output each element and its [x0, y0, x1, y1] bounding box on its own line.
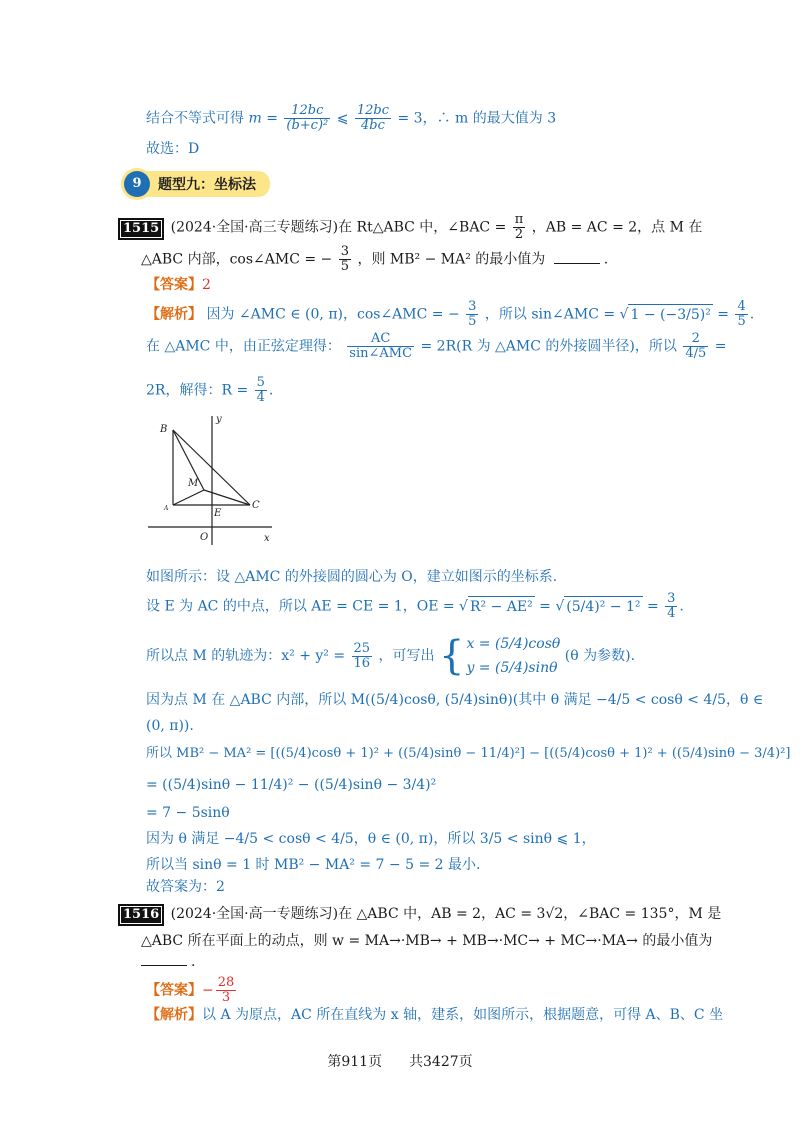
fraction: $\frac{25}{16}$: [353, 640, 371, 671]
section-badge: 9: [124, 171, 150, 197]
analysis-line-11: = 7 − 5sinθ: [146, 805, 230, 821]
answer-blank: [141, 953, 187, 966]
analysis-line-14: 故答案为：2: [146, 879, 225, 895]
label-b: B: [160, 424, 168, 435]
analysis-line-5: 设 E 为 AC 的中点，所以 AE = CE = 1，OE = √ R² − AE² = √ (5/4)² − 1² = $\frac{3}{4}$ .: [146, 591, 684, 621]
coordinate-figure: [140, 410, 290, 550]
page-number: 第911页: [327, 1054, 383, 1070]
fraction: $\frac{2}{4/5}$: [685, 331, 707, 361]
question-number: 1516: [118, 904, 164, 926]
analysis-line-13: 所以当 sinθ = 1 时 MB² − MA² = 7 − 5 = 2 最小.: [146, 857, 481, 873]
fraction: $\frac{AC}{\text{sin∠AMC}}$: [349, 331, 413, 361]
analysis-line-4: 如图所示：设 △AMC 的外接圆的圆心为 O，建立如图示的坐标系.: [146, 569, 558, 585]
analysis-line-6: 所以点 M 的轨迹为：x² + y² = $\frac{25}{16}$ ，可写出 { x = (5/4)cosθ y = (5/4)sinθ (θ 为参数).: [146, 633, 636, 679]
segment-am: [173, 490, 204, 505]
label-o: O: [200, 532, 209, 543]
fraction: $\frac{3}{5}$: [468, 299, 477, 329]
q1515-line-2: △ABC 内部，cos∠AMC = − $\frac{3}{5}$ ，则 MB² − MA² 的最小值为 .: [141, 244, 609, 274]
top-line-1: 结合不等式可得 m = $\frac{12bc}{\text{(b+c)²}}$ ⩽ $\frac{12bc}{4bc}$ = 3，∴ m 的最大值为 3: [146, 103, 557, 133]
label-m: M: [188, 478, 199, 489]
q1515-line-1: 1515 (2024·全国·高三专题练习)在 Rt△ABC 中，∠BAC = $\frac{\pi}{2}$ ，AB = AC = 2，点 M 在: [118, 213, 702, 242]
label-c: C: [252, 500, 260, 511]
analysis-line-8: (0, π)).: [146, 718, 194, 734]
q1516-line-2: △ABC 所在平面上的动点，则 w = MA→·MB→ + MB→·MC→ + MC→·MA→ 的最小值为: [141, 933, 713, 949]
left-brace: {: [438, 633, 465, 679]
analysis-line-1: 【解析】 因为 ∠AMC ∈ (0, π)，cos∠AMC = − $\frac{3}{5}$ ，所以 sin∠AMC = √ 1 − (−3/5)² = $\frac{4}{5}$ .: [146, 299, 755, 329]
analysis-line-10: = ((5/4)sinθ − 11/4)² − ((5/4)sinθ − 3/4)²: [146, 777, 437, 793]
page-total: 共3427页: [409, 1054, 473, 1070]
fraction: $\frac{12bc}{\text{(b+c)²}}$: [286, 103, 329, 133]
label-a: A: [164, 505, 169, 512]
top-line-2: 故选：D: [146, 141, 200, 157]
q1515-answer: 【答案】2: [146, 277, 211, 293]
label-y: y: [216, 414, 222, 425]
question-number: 1515: [118, 218, 164, 240]
section-banner: [124, 170, 270, 198]
q1516-analysis: 【解析】以 A 为原点，AC 所在直线为 x 轴，建系，如图所示，根据题意，可得 A、B、C 坐: [146, 1007, 724, 1023]
section-title: 题型九：坐标法: [140, 171, 270, 197]
fraction: $\frac{3}{5}$: [340, 244, 350, 274]
q1516-answer: 【答案】− $\frac{28}{3}$: [146, 975, 235, 1005]
fraction: $\frac{5}{4}$: [256, 375, 265, 405]
analysis-line-3: 2R，解得：R = $\frac{5}{4}$ .: [146, 375, 274, 405]
fraction: $\frac{3}{4}$: [667, 591, 676, 621]
page-footer: [0, 1052, 800, 1072]
analysis-line-12: 因为 θ 满足 −4/5 < cosθ < 4/5，θ ∈ (0, π)，所以 3/5 < sinθ ⩽ 1，: [146, 831, 596, 847]
parametric-cases: x = (5/4)cosθ y = (5/4)sinθ: [466, 636, 561, 676]
label-e: E: [214, 508, 222, 519]
q1516-line-3: .: [141, 952, 195, 972]
analysis-line-2: 在 △AMC 中，由正弦定理得： $\frac{AC}{\text{sin∠AMC}}$ = 2R(R 为 △AMC 的外接圆半径)，所以 $\frac{2}{4/5}$ =: [146, 331, 727, 361]
q1516-line-1: 1516 (2024·全国·高一专题练习)在 △ABC 中，AB = 2，AC = 3√2，∠BAC = 135°，M 是: [118, 904, 721, 926]
fraction: $\frac{4}{5}$: [737, 299, 746, 329]
fraction: $\frac{28}{3}$: [217, 975, 235, 1005]
label-x: x: [264, 533, 270, 544]
analysis-line-9: 所以 MB² − MA² = [((5/4)cosθ + 1)² + ((5/4)sinθ − 11/4)²] − [((5/4)cosθ + 1)² + ((5/4)sinθ − 3/4)²]: [146, 746, 791, 761]
analysis-line-7: 因为点 M 在 △ABC 内部，所以 M((5/4)cosθ, (5/4)sinθ)(其中 θ 满足 −4/5 < cosθ < 4/5，θ ∈: [146, 692, 764, 708]
fraction: $\frac{\pi}{2}$: [514, 212, 524, 242]
answer-blank: [554, 251, 600, 264]
fraction: $\frac{12bc}{4bc}$: [356, 103, 390, 133]
